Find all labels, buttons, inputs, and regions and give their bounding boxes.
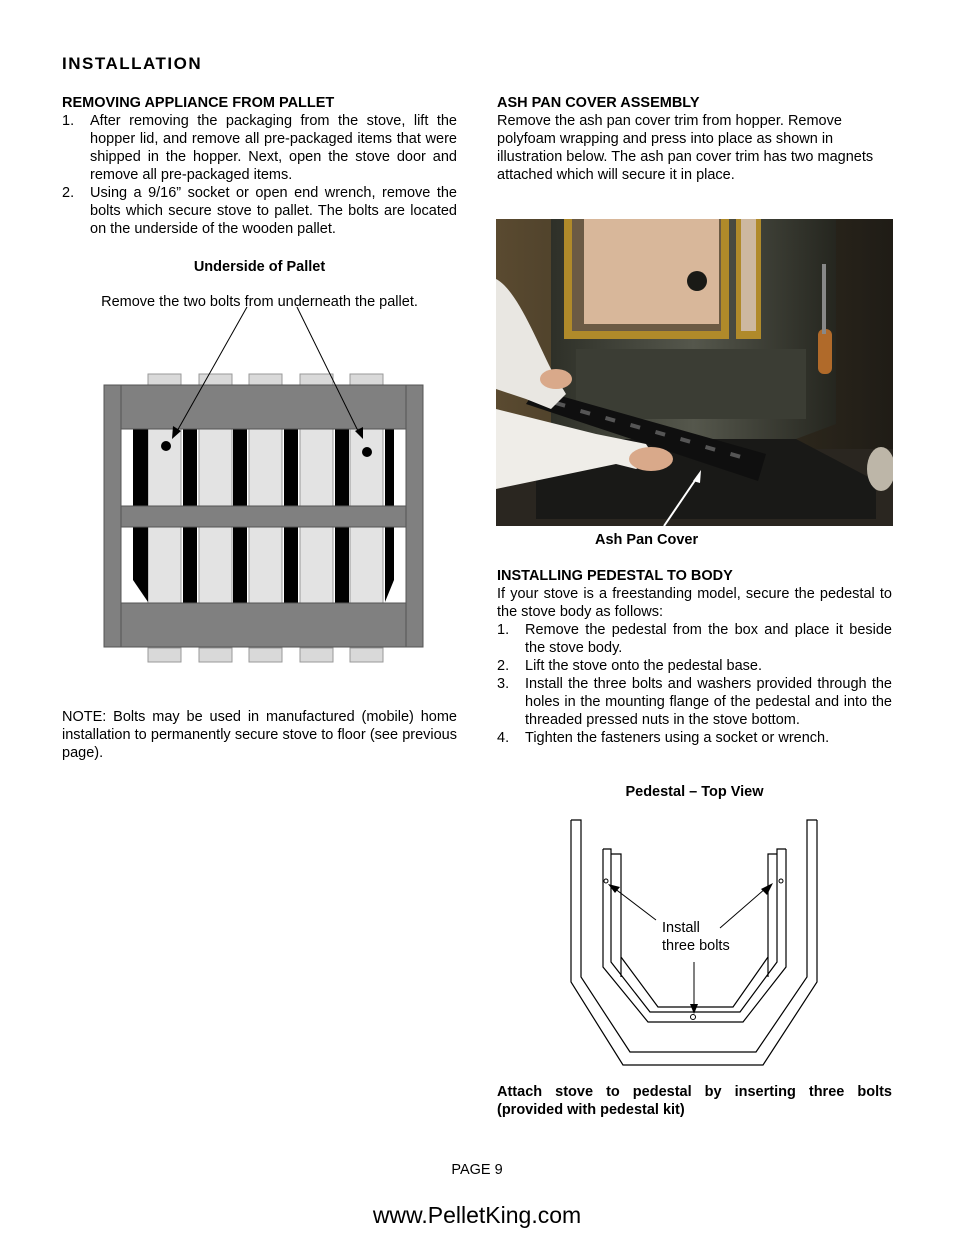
pedestal-caption: Attach stove to pedestal by inserting three bolts (provided with pedestal kit) xyxy=(497,1084,892,1118)
pedestal-label-1: Install xyxy=(662,920,700,936)
ash-heading: ASH PAN COVER ASSEMBLY xyxy=(497,95,700,111)
pallet-steps xyxy=(62,112,457,238)
pallet-section xyxy=(62,94,457,238)
list-item: 1. Remove the pedestal from the box and place it beside the stove body. xyxy=(497,622,892,656)
bolt-dot-left xyxy=(161,441,171,451)
pedestal-section xyxy=(497,567,892,747)
pedestal-heading: INSTALLING PEDESTAL TO BODY xyxy=(497,568,733,584)
pedestal-figure-title: Pedestal – Top View xyxy=(625,784,764,800)
list-item: 2. Using a 9/16” socket or open end wrench, remove the bolts which secure stove to pallet. The bolts are located on the underside of the wooden pallet. xyxy=(62,185,457,237)
pallet-note: NOTE: Bolts may be used in manufactured (mobile) home installation to permanently secure stove to floor (see previous page). xyxy=(62,709,457,761)
pallet-diagram xyxy=(100,305,430,670)
ash-pan-photo xyxy=(496,219,893,526)
pedestal-steps xyxy=(497,621,892,747)
pedestal-label-2: three bolts xyxy=(662,938,730,954)
page-number: PAGE 9 xyxy=(451,1162,503,1178)
ash-photo-label: Ash Pan Cover xyxy=(595,532,699,548)
ash-body: Remove the ash pan cover trim from hopper. Remove polyfoam wrapping and press into place as shown in illustration below. The ash pan cover trim has two magnets attached which will secure it in place. xyxy=(497,113,874,183)
pallet-figure-caption: Remove the two bolts from underneath the pallet. xyxy=(101,294,418,310)
list-item: 4. Tighten the fasteners using a socket or wrench. xyxy=(497,730,830,746)
pallet-figure-title: Underside of Pallet xyxy=(193,259,326,275)
pallet-heading: REMOVING APPLIANCE FROM PALLET xyxy=(62,95,335,111)
website-url: www.PelletKing.com xyxy=(372,1202,582,1228)
bolt-dot-right xyxy=(362,447,372,457)
page-title: INSTALLATION xyxy=(62,54,203,73)
pedestal-intro: If your stove is a freestanding model, secure the pedestal to the stove body as follows: xyxy=(497,586,892,620)
ash-section xyxy=(497,94,892,184)
list-item: 3. Install the three bolts and washers provided through the holes in the mounting flange of the pedestal and into the threaded pressed nuts in the stove bottom. xyxy=(497,676,892,728)
list-item: 2. Lift the stove onto the pedestal base. xyxy=(497,658,762,674)
list-item: 1. After removing the packaging from the stove, lift the hopper lid, and remove all pre-packaged items that were shipped in the hopper. Next, open the stove door and remove all pre-packaged items. xyxy=(62,113,457,183)
